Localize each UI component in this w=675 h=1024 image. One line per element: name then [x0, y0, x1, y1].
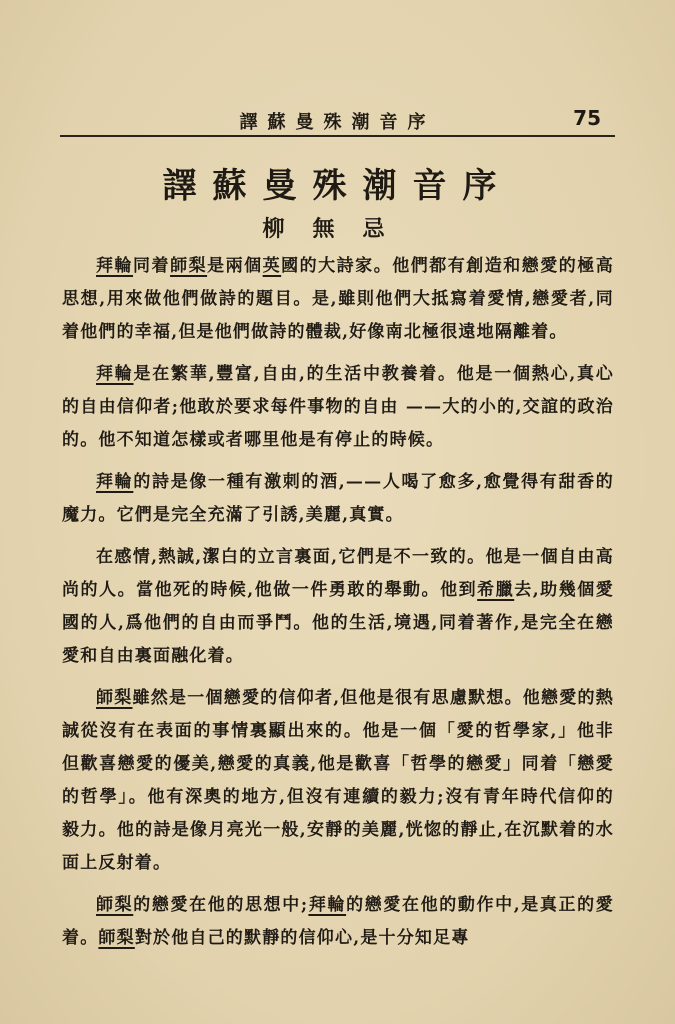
text-run: 同着 [133, 256, 171, 276]
header-rule [60, 135, 615, 137]
running-head [60, 108, 615, 138]
text-run: 去,助幾個愛國的人,爲他們的自由而爭鬥。他的生活,境遇,同着著作,是完全在戀愛和自由裏面融化着。 [62, 580, 614, 666]
text-run: 是在繁華,豐富,自由,的生活中教養着。他是一個熱心,真心的自由信仰者;他敢於要求每件事物的自由 ——大的小的,交誼的政治的。他不知道怎樣或者哪里他是有停止的時候。 [62, 364, 614, 450]
text-run: 對於他自己的默靜的信仰心,是十分知足專 [134, 928, 470, 948]
proper-name: 拜輪 [96, 472, 134, 492]
body-text [62, 250, 614, 964]
running-head-title: 譯蘇曼殊潮音序 [239, 112, 436, 133]
text-run: 在感情,熱誠,潔白的立言裏面,它們是不一致的。他是一個自由高尚的人。當他死的時候,他做一件勇敢的舉動。他到 [62, 547, 614, 600]
proper-name: 英 [262, 256, 282, 276]
paragraph [62, 682, 614, 880]
proper-name: 拜輪 [96, 364, 134, 384]
paragraph [62, 889, 614, 955]
text-run: 雖然是一個戀愛的信仰者,但他是很有思慮默想。他戀愛的熱誠從沒有在表面的事情裏顯出來的。他是一個「愛的哲學家,」他非但歡喜戀愛的優美,戀愛的真義,他是歡喜「哲學的戀愛」同着「戀愛的哲學」。他有深奧的地方,但沒有連續的毅力;沒有青年時代信仰的毅力。他的詩是像月亮光一般,安靜的美麗,恍惚的靜止,在沉默着的水面上反射着。 [62, 688, 614, 873]
author-name: 柳無忌 [262, 216, 413, 242]
paragraph [62, 358, 614, 457]
proper-name: 師梨 [98, 928, 135, 948]
proper-name: 師梨 [96, 895, 134, 915]
proper-name: 拜輪 [96, 256, 134, 276]
text-run: 是兩個 [207, 256, 263, 276]
paragraph [62, 466, 614, 532]
text-run: 國的大詩家。他們都有創造和戀愛的極高思想,用來做他們做詩的題目。是,雖則他們大抵寫着愛情,戀愛者,同着他們的幸福,但是他們做詩的體裁,好像南北極很遠地隔離着。 [62, 256, 615, 342]
proper-name: 師梨 [170, 256, 208, 276]
text-run: 的戀愛在他的動作中,是真正的愛着。 [62, 895, 615, 948]
paragraph [62, 250, 614, 349]
text-run: 的詩是像一種有激刺的酒,——人喝了愈多,愈覺得有甜香的魔力。它們是完全充滿了引誘,美麗,真實。 [62, 472, 614, 525]
paragraph [62, 541, 614, 673]
proper-name: 希臘 [477, 580, 515, 600]
proper-name: 拜輪 [308, 895, 347, 915]
page-number: 75 [573, 106, 601, 130]
text-run: 的戀愛在他的思想中; [133, 895, 309, 915]
proper-name: 師梨 [96, 688, 133, 708]
article-title: 譯蘇曼殊潮音序 [162, 166, 513, 206]
